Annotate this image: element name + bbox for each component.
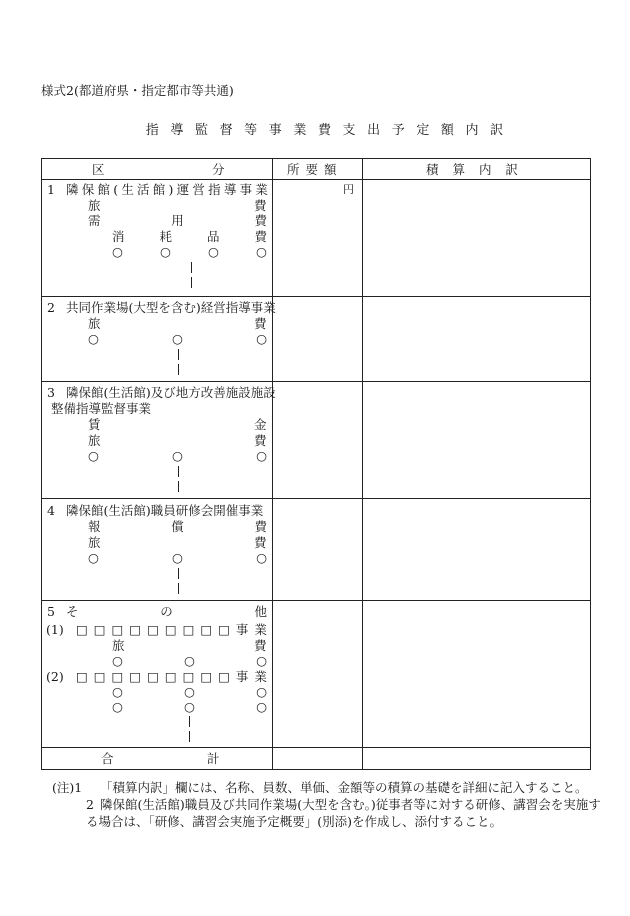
note-2-text-continued: る場合は、「研修、講習会実施予定概要」(別添)を作成し、添付すること。 (86, 814, 503, 829)
section-5-sub1-square-placeholder: □ (129, 622, 142, 637)
section-1-consumable-char: 費 (254, 229, 267, 244)
section-1-title-char: 生 (121, 182, 134, 197)
row-divider-5 (41, 747, 591, 748)
section-5-sub2-square-placeholder: □ (218, 669, 230, 684)
row-divider-4 (41, 600, 591, 601)
continuation-mark (178, 583, 179, 594)
section-1-title-char: 業 (255, 182, 268, 197)
section-5-sub2-square-placeholder: □ (147, 669, 159, 684)
section-5-sub2-square-placeholder: □ (164, 669, 177, 684)
section-1-consumable-char: 耗 (159, 229, 172, 244)
continuation-mark (189, 716, 190, 727)
section-1-title-char: 導 (223, 182, 237, 197)
continuation-mark (191, 262, 192, 273)
section-5-sub2-square-placeholder: □ (76, 669, 88, 684)
section-5-sub2-placeholder-row-2 (112, 701, 267, 714)
section-1-title-char: 事 (239, 182, 253, 197)
continuation-mark (178, 364, 179, 375)
total-label-left: 合 (101, 751, 114, 766)
section-5-sub2-square-placeholder: □ (93, 669, 106, 684)
total-label-right: 計 (207, 751, 220, 766)
section-1-supply-char: 用 (171, 213, 184, 228)
placeholder-circle: ○ (88, 331, 99, 346)
placeholder-circle: ○ (256, 550, 267, 565)
section-5-sub2-square-placeholder: □ (200, 669, 213, 684)
section-1-title-char: 館 (152, 182, 166, 197)
section-5-sub1-square-placeholder: □ (76, 622, 88, 637)
note-2-text: 隣保館(生活館)職員及び共同作業場(大型を含む。)従事者等に対する研修、講習会を実施す (100, 797, 601, 812)
yen-unit: 円 (343, 183, 354, 196)
placeholder-circle: ○ (256, 653, 267, 668)
header-breakdown: 積 算 内 訳 (426, 162, 523, 177)
section-5-title (66, 606, 267, 619)
placeholder-circle: ○ (172, 331, 183, 346)
title-char: 出 (367, 123, 381, 138)
section-1-title-char: 館 (97, 182, 110, 197)
section-4-title: 隣保館(生活館)職員研修会開催事業 (66, 503, 264, 518)
placeholder-circle: ○ (256, 244, 267, 259)
section-5-sub1-square-placeholder: □ (218, 622, 230, 637)
title-char: 等 (244, 123, 258, 138)
section-5-sub1-project-suffix-char: 業 (254, 622, 267, 637)
placeholder-circle: ○ (172, 550, 183, 565)
section-1-travel-right: 費 (254, 198, 267, 213)
section-1-title-char: 保 (81, 182, 95, 197)
section-1-consumable (112, 231, 267, 244)
placeholder-circle: ○ (88, 550, 99, 565)
section-4-placeholder-row (88, 552, 267, 565)
section-3-travel-left: 旅 (88, 433, 101, 448)
section-5-title-char: の (160, 604, 173, 619)
section-4-reward-char: 償 (171, 519, 184, 534)
section-1-placeholder-row (112, 246, 267, 259)
placeholder-circle: ○ (160, 244, 171, 259)
section-4-reward-char: 報 (88, 519, 101, 534)
section-5-travel-right: 費 (254, 638, 267, 653)
title-char: 監 (194, 123, 208, 138)
continuation-mark (178, 349, 179, 360)
section-2-travel-right: 費 (254, 316, 267, 331)
section-5-sub1-project-suffix-char: 事 (235, 622, 249, 637)
title-char: 支 (342, 123, 356, 138)
header-kubun-right: 分 (212, 162, 225, 177)
section-1-number: 1 (47, 182, 55, 197)
section-1-title-char: 活 (137, 182, 150, 197)
title-char: 内 (465, 123, 479, 138)
section-3-title-line1: 隣保館(生活館)及び地方改善施設施設 (66, 385, 276, 400)
note-2-number: 2 (86, 797, 94, 812)
section-5-sub2-project-suffix-char: 業 (254, 669, 267, 684)
section-1-travel-left: 旅 (88, 198, 101, 213)
section-5-number: 5 (47, 604, 55, 619)
section-1-title-char: ( (113, 182, 119, 197)
section-5-sub1-square-placeholder: □ (111, 622, 124, 637)
section-1-supply-char: 需 (88, 213, 101, 228)
section-4-reward (88, 521, 267, 534)
section-4-travel-left: 旅 (88, 535, 101, 550)
placeholder-circle: ○ (88, 448, 99, 463)
title-char: 業 (293, 123, 307, 138)
title-char: 事 (268, 123, 282, 138)
note-prefix: (注)1 (52, 780, 83, 795)
section-5-sub2-square-placeholder: □ (182, 669, 195, 684)
placeholder-circle: ○ (256, 699, 267, 714)
placeholder-circle: ○ (184, 653, 195, 668)
continuation-mark (178, 568, 179, 579)
section-1-title-char: ) (168, 182, 174, 197)
section-5-sub2-project-suffix-char: 事 (235, 669, 249, 684)
section-1-title-char: 指 (208, 182, 221, 197)
section-5-sub1-square-placeholder: □ (182, 622, 195, 637)
column-divider-breakdown (362, 158, 363, 770)
placeholder-circle: ○ (112, 653, 123, 668)
placeholder-circle: ○ (112, 684, 123, 699)
section-1-title-char: 営 (192, 182, 205, 197)
section-4-travel-right: 費 (254, 535, 267, 550)
section-2-title: 共同作業場(大型を含む)経営指導事業 (66, 300, 276, 315)
header-divider (41, 179, 591, 180)
section-4-reward-char: 費 (254, 519, 267, 534)
section-1-title-char: 運 (176, 182, 190, 197)
section-3-wage-right: 金 (254, 417, 267, 432)
section-5-sub2-label: (2) (46, 669, 64, 684)
section-1-supply-char: 費 (254, 213, 267, 228)
form-label: 様式2(都道府県・指定都市等共通) (41, 83, 234, 98)
section-5-sub1-square-placeholder: □ (200, 622, 213, 637)
section-5-travel-left: 旅 (112, 638, 125, 653)
placeholder-circle: ○ (256, 448, 267, 463)
title-char: 費 (317, 123, 331, 138)
placeholder-circle: ○ (256, 331, 267, 346)
section-5-sub2-project (76, 671, 267, 684)
section-2-number: 2 (47, 300, 55, 315)
column-divider-amount (272, 158, 273, 770)
placeholder-circle: ○ (208, 244, 219, 259)
document-title (140, 123, 504, 138)
continuation-mark (178, 481, 179, 492)
section-2-travel-left: 旅 (88, 316, 101, 331)
section-3-wage-left: 賃 (88, 417, 101, 432)
section-5-sub1-square-placeholder: □ (164, 622, 177, 637)
placeholder-circle: ○ (184, 684, 195, 699)
title-char: 督 (219, 123, 233, 138)
title-char: 導 (170, 123, 184, 138)
placeholder-circle: ○ (112, 244, 123, 259)
section-5-title-char: 他 (254, 604, 267, 619)
section-2-placeholder-row (88, 333, 267, 346)
section-3-title-line2: 整備指導監督事業 (51, 401, 152, 416)
section-5-sub2-square-placeholder: □ (129, 669, 142, 684)
continuation-mark (178, 466, 179, 477)
header-kubun-left: 区 (92, 162, 105, 177)
section-1-consumable-char: 品 (206, 229, 220, 244)
section-1-title-char: 隣 (66, 182, 79, 197)
section-3-travel-right: 費 (254, 433, 267, 448)
placeholder-circle: ○ (112, 699, 123, 714)
section-3-number: 3 (47, 385, 55, 400)
section-5-title-char: そ (66, 604, 79, 619)
section-5-sub1-square-placeholder: □ (147, 622, 159, 637)
title-char: 指 (145, 123, 159, 138)
section-5-sub2-placeholder-row-1 (112, 686, 267, 699)
section-5-sub1-square-placeholder: □ (93, 622, 106, 637)
row-divider-1 (41, 296, 591, 297)
placeholder-circle: ○ (172, 448, 183, 463)
row-divider-2 (41, 381, 591, 382)
section-4-number: 4 (47, 503, 55, 518)
title-char: 訳 (490, 123, 504, 138)
title-char: 定 (416, 123, 430, 138)
title-char: 額 (440, 123, 454, 138)
section-3-placeholder-row (88, 450, 267, 463)
row-divider-3 (41, 498, 591, 499)
section-5-sub1-placeholder-row (112, 655, 267, 668)
continuation-mark (189, 731, 190, 742)
section-5-sub2-square-placeholder: □ (111, 669, 124, 684)
section-5-sub1-label: (1) (46, 622, 64, 637)
note-1-text: 「積算内訳」欄には、名称、員数、単価、金額等の積算の基礎を詳細に記入すること。 (100, 780, 588, 795)
title-char: 予 (391, 123, 405, 138)
continuation-mark (191, 277, 192, 288)
section-5-sub1-project (76, 624, 267, 637)
placeholder-circle: ○ (184, 699, 195, 714)
header-amount: 所 要 額 (287, 162, 338, 177)
section-1-title (66, 184, 268, 197)
placeholder-circle: ○ (256, 684, 267, 699)
section-1-supply (88, 215, 267, 228)
section-1-consumable-char: 消 (112, 229, 125, 244)
